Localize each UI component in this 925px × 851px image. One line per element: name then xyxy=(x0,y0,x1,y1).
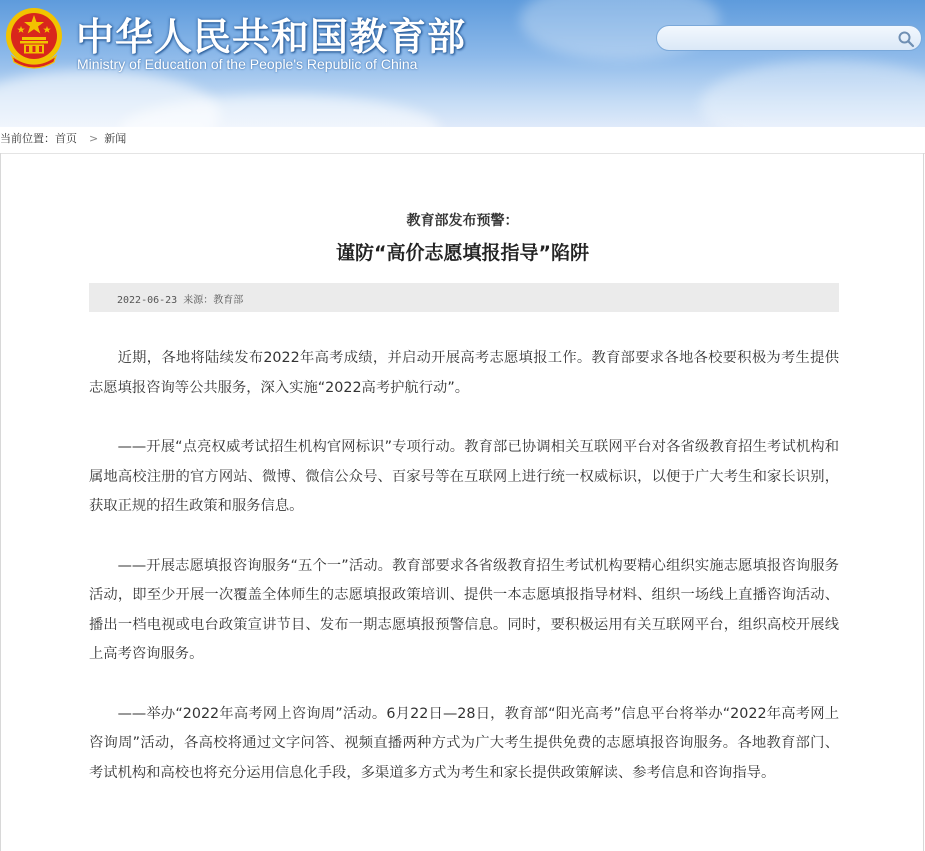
breadcrumb-news-link[interactable]: 新闻 xyxy=(104,132,127,145)
article-paragraph: ——开展“点亮权威考试招生机构官网标识”专项行动。教育部已协调相关互联网平台对各省级教育招生考试机构和属地高校注册的官方网站、微博、微信公众号、百家号等在互联网上进行统一权威标识，以便于广大考生和家长识别，获取正规的招生政策和服务信息。 xyxy=(89,439,839,514)
article-meta: 2022-06-23 来源：教育部 xyxy=(117,295,244,306)
site-header xyxy=(0,0,925,127)
site-title[interactable]: 中华人民共和国教育部 xyxy=(76,15,467,59)
breadcrumb-home-link[interactable]: 首页 xyxy=(55,132,77,145)
search-input[interactable] xyxy=(667,29,891,49)
site-subtitle: Ministry of Education of the People's Republic of China xyxy=(77,56,418,72)
search-box[interactable] xyxy=(656,25,922,51)
breadcrumb-label: 当前位置： xyxy=(0,132,55,145)
article-body xyxy=(89,344,839,818)
article-meta-bar xyxy=(89,283,839,312)
article-paragraph: ——举办“2022年高考网上咨询周”活动。6月22日—28日，教育部“阳光高考”信息平台将举办“2022年高考网上咨询周”活动，各高校将通过文字问答、视频直播两种方式为广大考生提供免费的志愿填报咨询服务。各地教育部门、考试机构和高校也将充分运用信息化手段，多渠道多方式为考生和家长提供政策解读、参考信息和咨询指导。 xyxy=(89,705,839,781)
national-emblem-icon[interactable] xyxy=(4,6,64,70)
search-icon[interactable] xyxy=(897,30,915,48)
cloud-decoration xyxy=(700,60,925,127)
article-title: 谨防“高价志愿填报指导”陷阱 xyxy=(336,242,589,264)
article-paragraph: 近期，各地将陆续发布2022年高考成绩，并启动开展高考志愿填报工作。教育部要求各地各校要积极为考生提供志愿填报咨询等公共服务，深入实施“2022高考护航行动”。 xyxy=(89,350,839,396)
breadcrumb xyxy=(0,130,132,146)
article-paragraph: ——开展志愿填报咨询服务“五个一”活动。教育部要求各省级教育招生考试机构要精心组织实施志愿填报咨询服务活动，即至少开展一次覆盖全体师生的志愿填报政策培训、提供一本志愿填报指导材料、组织一场线上直播咨询活动、播出一档电视或电台政策宣讲节目、发布一期志愿填报预警信息。同时，要积极运用有关互联网平台，组织高校开展线上高考咨询服务。 xyxy=(89,557,839,662)
breadcrumb-separator: > xyxy=(89,132,99,145)
article-kicker: 教育部发布预警： xyxy=(406,213,519,229)
